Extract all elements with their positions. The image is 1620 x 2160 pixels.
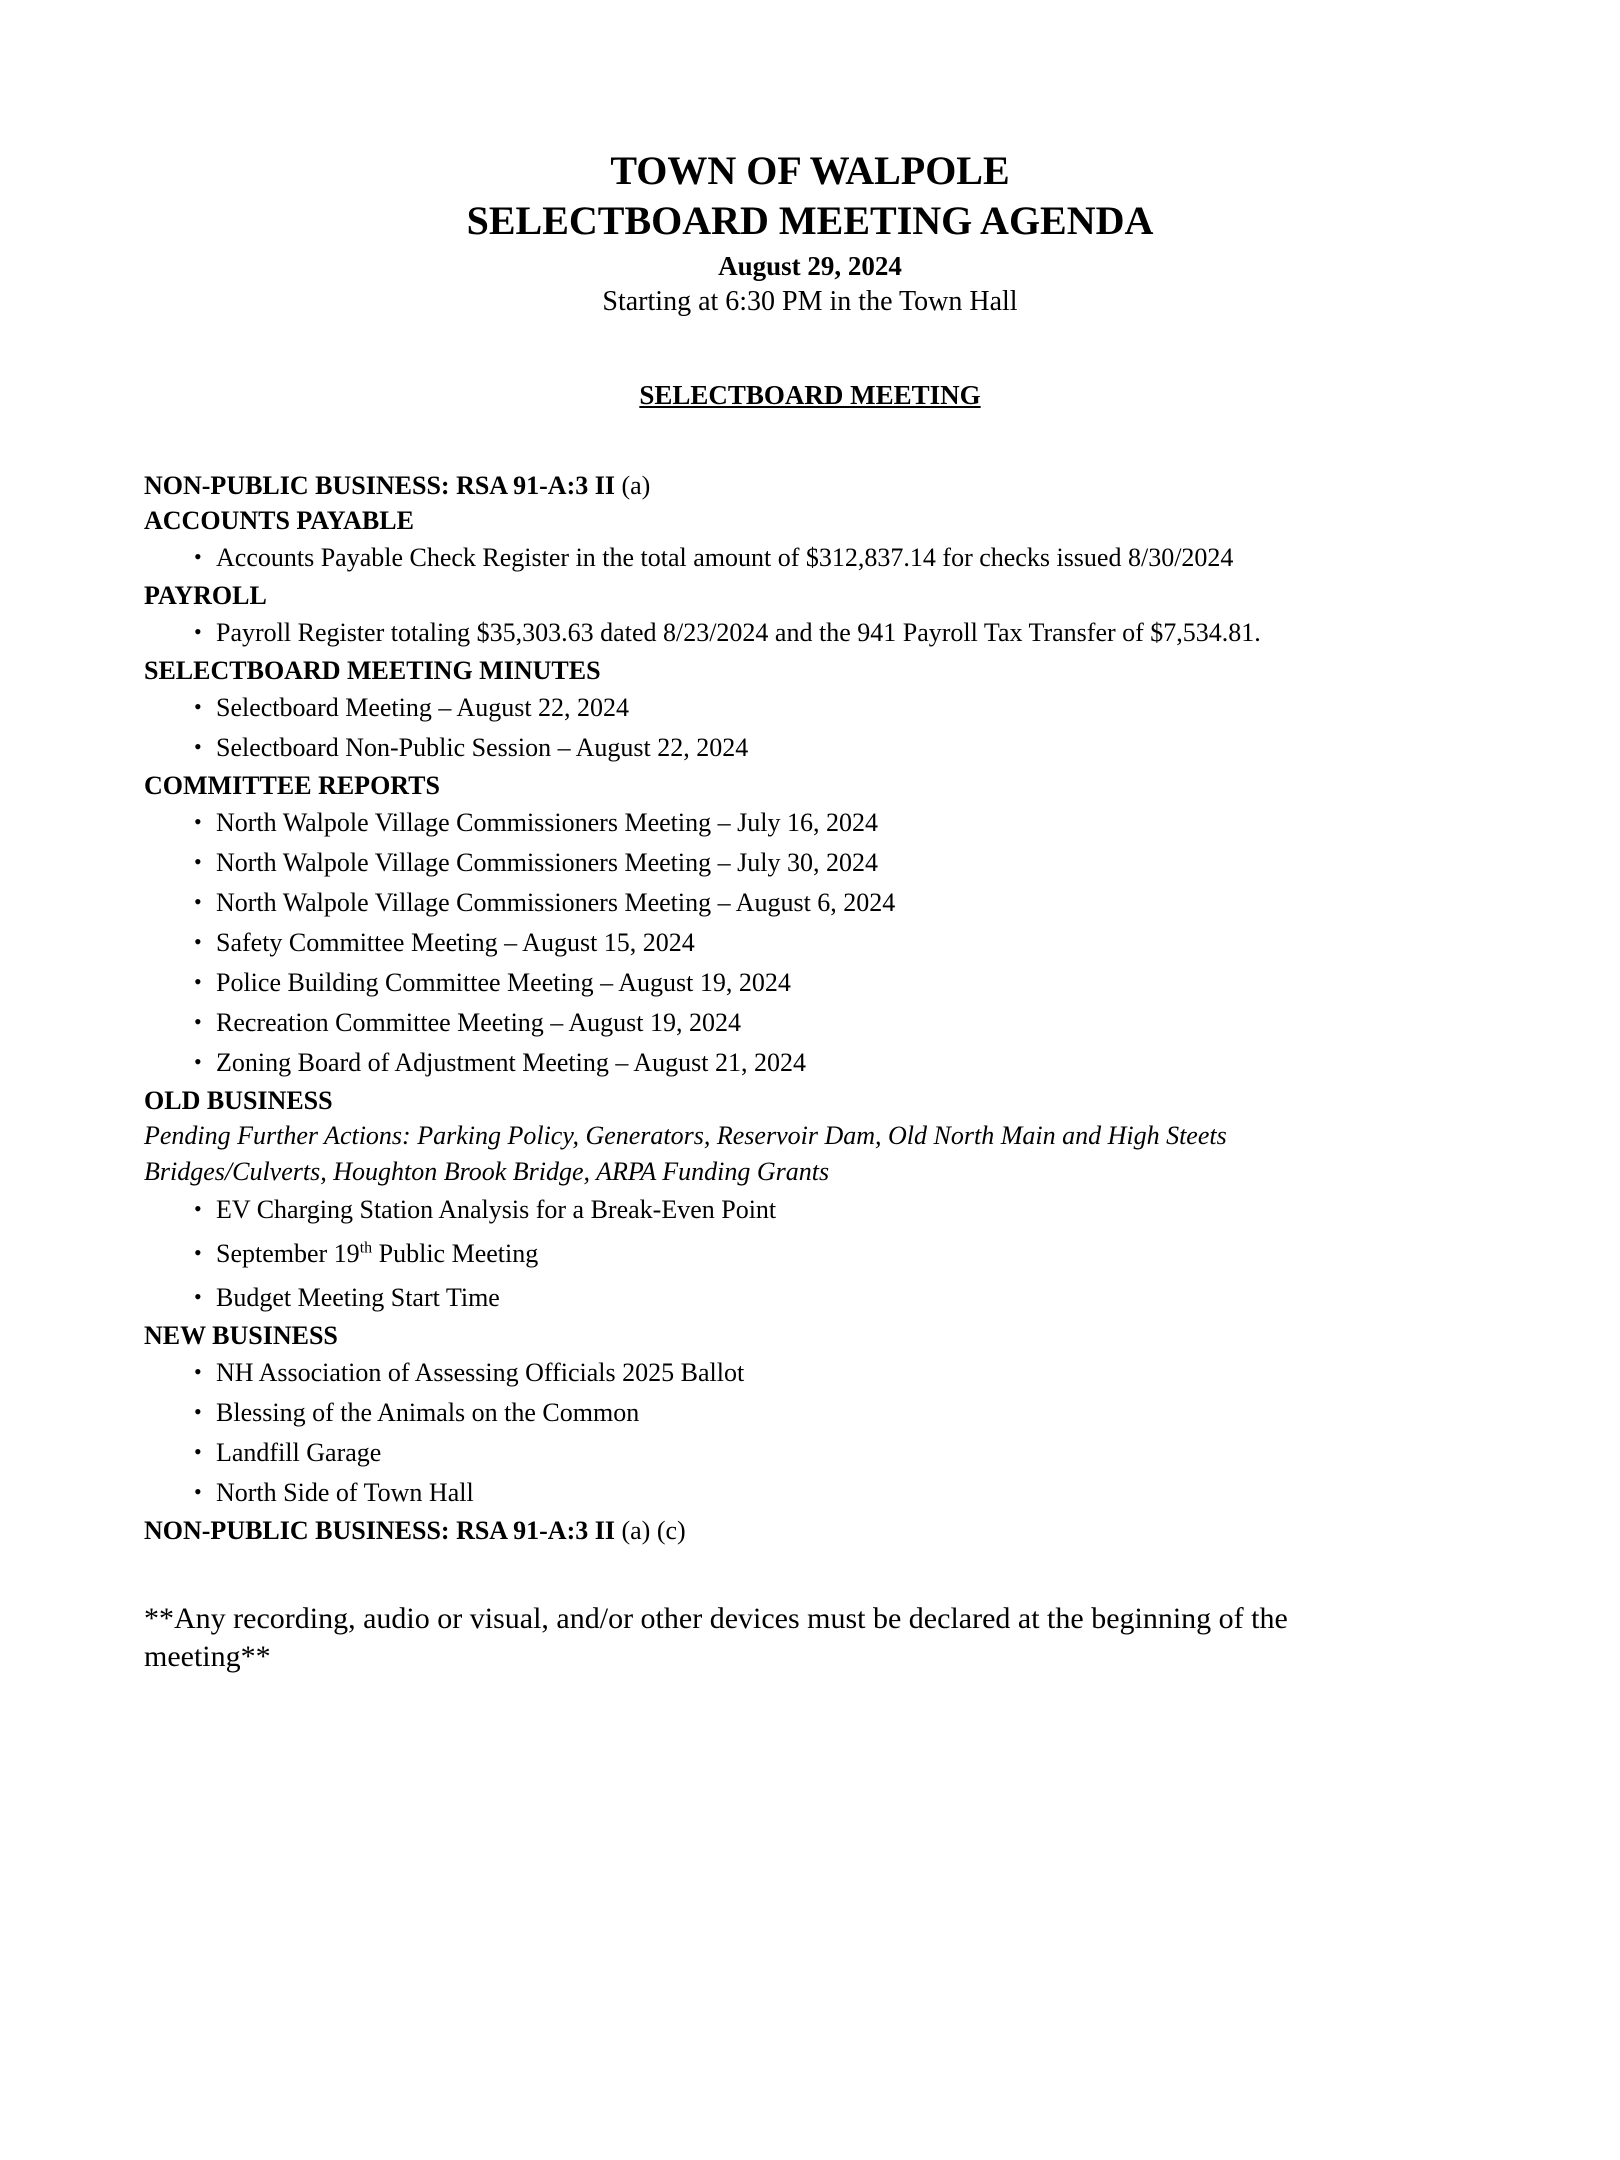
list-item <box>144 613 1474 653</box>
bullet-icon: • <box>194 1196 202 1221</box>
bullet-icon: • <box>194 1009 202 1034</box>
list-item <box>144 1003 1474 1043</box>
list-item <box>144 803 1474 843</box>
minutes-list <box>144 688 1474 768</box>
list-item-text-suffix: Public Meeting <box>372 1239 539 1268</box>
town-name: TOWN OF WALPOLE <box>610 148 1010 193</box>
list-item-text: North Side of Town Hall <box>216 1478 474 1507</box>
old-business-list <box>144 1190 1474 1318</box>
recording-notice-line-2: meeting** <box>144 1640 271 1673</box>
recording-notice <box>144 1600 1464 1676</box>
list-item <box>144 538 1474 578</box>
ordinal-suffix: th <box>359 1239 373 1257</box>
list-item-text: EV Charging Station Analysis for a Break-Even Point <box>216 1195 777 1224</box>
list-item <box>144 1473 1474 1513</box>
non-public-business-closing-suffix: (a) (c) <box>614 1516 686 1545</box>
list-item <box>144 1190 1474 1230</box>
meeting-start-info: Starting at 6:30 PM in the Town Hall <box>602 286 1018 317</box>
non-public-business-heading <box>144 468 1474 503</box>
minutes-heading: SELECTBOARD MEETING MINUTES <box>144 656 601 685</box>
list-item <box>144 728 1474 768</box>
list-item <box>144 1043 1474 1083</box>
old-business-heading: OLD BUSINESS <box>144 1086 333 1115</box>
payroll-heading: PAYROLL <box>144 581 267 610</box>
non-public-business-title: NON-PUBLIC BUSINESS: RSA 91-A:3 II <box>144 471 615 500</box>
list-item-text: Selectboard Non-Public Session – August 22, 2024 <box>216 733 749 762</box>
bullet-icon: • <box>194 969 202 994</box>
committee-reports-list <box>144 803 1474 1083</box>
list-item-text: Selectboard Meeting – August 22, 2024 <box>216 693 630 722</box>
list-item <box>144 1230 1474 1278</box>
agenda-body <box>144 468 1474 1548</box>
bullet-icon: • <box>194 1439 202 1464</box>
list-item-text: Safety Committee Meeting – August 15, 2024 <box>216 928 695 957</box>
list-item-text: Payroll Register totaling $35,303.63 dated 8/23/2024 and the 941 Payroll Tax Transfer of $7,534.81. <box>216 618 1261 647</box>
list-item-text: Budget Meeting Start Time <box>216 1283 500 1312</box>
accounts-payable-heading: ACCOUNTS PAYABLE <box>144 506 414 535</box>
committee-reports-heading: COMMITTEE REPORTS <box>144 771 440 800</box>
bullet-icon: • <box>194 619 202 644</box>
bullet-icon: • <box>194 1479 202 1504</box>
new-business-heading: NEW BUSINESS <box>144 1321 338 1350</box>
agenda-header <box>0 146 1620 320</box>
bullet-icon: • <box>194 889 202 914</box>
bullet-icon: • <box>194 809 202 834</box>
list-item <box>144 923 1474 963</box>
list-item-text: Blessing of the Animals on the Common <box>216 1398 640 1427</box>
list-item <box>144 963 1474 1003</box>
list-item <box>144 1433 1474 1473</box>
pending-actions-line-2: Bridges/Culverts, Houghton Brook Bridge, ARPA Funding Grants <box>144 1157 830 1186</box>
list-item <box>144 1278 1474 1318</box>
non-public-business-suffix: (a) <box>614 471 651 500</box>
list-item-text: Landfill Garage <box>216 1438 382 1467</box>
bullet-icon: • <box>194 1049 202 1074</box>
list-item-text: North Walpole Village Commissioners Meeting – August 6, 2024 <box>216 888 896 917</box>
list-item-text: Zoning Board of Adjustment Meeting – August 21, 2024 <box>216 1048 807 1077</box>
list-item <box>144 883 1474 923</box>
list-item <box>144 1353 1474 1393</box>
non-public-business-closing-heading <box>144 1513 1474 1548</box>
pending-actions-line-1: Pending Further Actions: Parking Policy, Generators, Reservoir Dam, Old North Main and High Steets <box>144 1121 1227 1150</box>
bullet-icon: • <box>194 1284 202 1309</box>
list-item-text: North Walpole Village Commissioners Meeting – July 16, 2024 <box>216 808 878 837</box>
list-item-text-prefix: September 19 <box>216 1239 360 1268</box>
payroll-list <box>144 613 1474 653</box>
meeting-heading: SELECTBOARD MEETING <box>639 380 981 410</box>
list-item-text: Recreation Committee Meeting – August 19, 2024 <box>216 1008 741 1037</box>
list-item-text: NH Association of Assessing Officials 2025 Ballot <box>216 1358 745 1387</box>
agenda-title: SELECTBOARD MEETING AGENDA <box>466 198 1154 243</box>
bullet-icon: • <box>194 849 202 874</box>
bullet-icon: • <box>194 694 202 719</box>
bullet-icon: • <box>194 1359 202 1384</box>
recording-notice-line-1: **Any recording, audio or visual, and/or other devices must be declared at the beginning of the <box>144 1602 1288 1635</box>
bullet-icon: • <box>194 1399 202 1424</box>
meeting-date: August 29, 2024 <box>718 251 902 281</box>
list-item-text: North Walpole Village Commissioners Meeting – July 30, 2024 <box>216 848 878 877</box>
list-item-text: Accounts Payable Check Register in the total amount of $312,837.14 for checks issued 8/30/2024 <box>216 543 1234 572</box>
non-public-business-closing-title: NON-PUBLIC BUSINESS: RSA 91-A:3 II <box>144 1516 615 1545</box>
list-item <box>144 843 1474 883</box>
accounts-payable-list <box>144 538 1474 578</box>
list-item <box>144 688 1474 728</box>
bullet-icon: • <box>194 1240 202 1265</box>
list-item <box>144 1393 1474 1433</box>
bullet-icon: • <box>194 734 202 759</box>
bullet-icon: • <box>194 544 202 569</box>
new-business-list <box>144 1353 1474 1513</box>
list-item-text: Police Building Committee Meeting – August 19, 2024 <box>216 968 791 997</box>
bullet-icon: • <box>194 929 202 954</box>
